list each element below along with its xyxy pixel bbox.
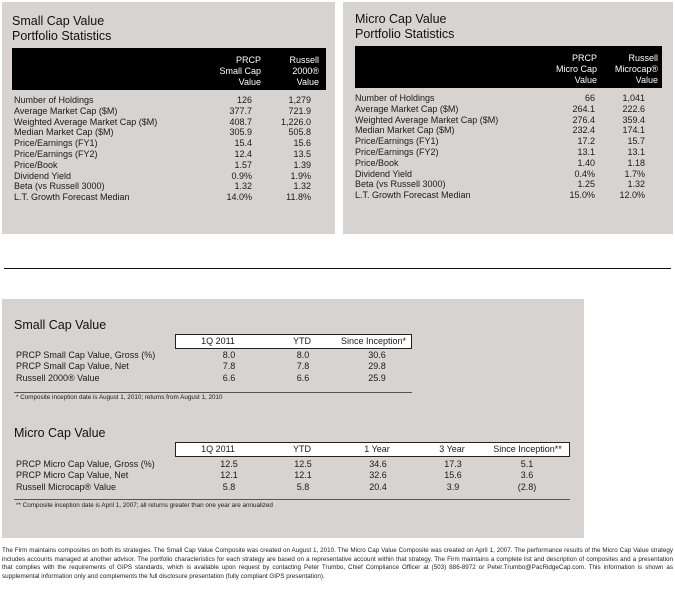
perf-cell: 3.9	[446, 481, 460, 492]
stats-row	[14, 127, 322, 138]
stats-russell-value: 1.32	[293, 181, 311, 192]
stats-prcp-value: 0.4%	[574, 168, 595, 179]
stats-row-label: Dividend Yield	[355, 168, 413, 179]
perf-cell: 32.6	[369, 470, 387, 481]
stats-row	[355, 93, 660, 104]
stats-row-label: Price/Book	[14, 159, 58, 170]
header-russell-line2: Microcap®	[614, 64, 658, 74]
perf-cell: 7.8	[222, 361, 236, 372]
perf-row	[16, 373, 576, 384]
stats-row-label: Price/Book	[355, 157, 399, 168]
stats-row	[14, 117, 322, 128]
small-cap-perf-title: Small Cap Value	[14, 318, 107, 332]
stats-row	[355, 169, 660, 180]
stats-row-label: Average Market Cap ($M)	[14, 105, 118, 116]
stats-russell-value: 359.4	[622, 114, 645, 125]
stats-row	[14, 106, 322, 117]
stats-prcp-value: 408.7	[229, 116, 252, 127]
perf-row-label: Russell 2000® Value	[16, 372, 100, 383]
stats-row-label: Beta (vs Russell 3000)	[14, 181, 105, 192]
stats-row	[355, 104, 660, 115]
stats-row-label: Price/Earnings (FY2)	[14, 149, 98, 159]
perf-cell: 12.5	[220, 459, 238, 469]
stats-prcp-value: 264.1	[572, 103, 595, 114]
col-1-year: 1 Year	[364, 444, 390, 454]
stats-prcp-value: 377.7	[229, 105, 252, 116]
perf-row	[16, 482, 576, 493]
col-1q-2011: 1Q 2011	[201, 444, 235, 454]
perf-cell: 5.8	[222, 481, 236, 492]
stats-prcp-value: 232.4	[572, 125, 595, 136]
stats-russell-value: 13.1	[627, 147, 645, 157]
stats-row	[14, 192, 322, 203]
perf-cell: 8.0	[222, 350, 236, 360]
stats-row-label: Weighted Average Market Cap ($M)	[355, 114, 499, 125]
header-prcp-line1: PRCP	[235, 55, 261, 65]
perf-row	[16, 350, 576, 361]
perf-cell: 25.9	[368, 372, 386, 383]
header-prcp-line1: PRCP	[571, 53, 597, 63]
panel-title: Micro Cap Value	[355, 12, 447, 26]
stats-prcp-value: 1.57	[234, 159, 252, 170]
stats-header-bar	[355, 46, 662, 88]
stats-row-label: Median Market Cap ($M)	[355, 125, 455, 136]
stats-prcp-value: 0.9%	[231, 170, 252, 181]
col-since-inception: Since Inception*	[340, 336, 407, 346]
stats-prcp-value: 1.25	[577, 179, 595, 190]
perf-cell: 12.1	[294, 470, 312, 481]
small-cap-stats-panel	[2, 2, 335, 234]
panel-subtitle: Portfolio Statistics	[12, 29, 112, 43]
stats-row	[355, 136, 660, 147]
perf-cell: 20.4	[369, 481, 387, 492]
stats-russell-value: 721.9	[288, 105, 311, 116]
stats-row-label: L.T. Growth Forecast Median	[355, 190, 471, 201]
stats-russell-value: 1.9%	[290, 170, 311, 181]
stats-prcp-value: 1.40	[577, 157, 595, 168]
stats-row	[14, 160, 322, 171]
stats-russell-value: 505.8	[288, 127, 311, 138]
perf-row-label: PRCP Micro Cap Value, Gross (%)	[16, 459, 155, 469]
perf-row	[16, 459, 576, 470]
stats-russell-value: 1.7%	[624, 168, 645, 179]
stats-russell-value: 1,226.0	[280, 116, 311, 127]
stats-row-label: Number of Holdings	[355, 93, 435, 103]
small-cap-perf-header	[175, 334, 412, 349]
perf-cell: 6.6	[296, 372, 310, 383]
perf-cell: 5.1	[520, 459, 534, 469]
perf-cell: 5.8	[296, 481, 310, 492]
stats-row-label: Price/Earnings (FY1)	[14, 138, 98, 149]
header-prcp-line3: Value	[574, 75, 597, 85]
panel-subtitle: Portfolio Statistics	[355, 27, 455, 41]
disclaimer-text: The Firm maintains composites on both its strategies. The Small Cap Value Composite was created on August 1, 2010. The Micro Cap Value Composite was created on April 1, 2007. The performance results of the Micro Cap Value strategy includes accounts managed at another advisor. The portfolio characteristics for each strategy are based on a representative account within that strategy. The Firm maintains a complete list and description of composites and a presentation that complies with the requirements of GIPS standards, which is available upon request by contacting Peter Trumbo, Chief Compliance Officer at (503) 886-8972 or Peter.Trumbo@PacRidgeCap.com. This information is shown as supplemental information only and complements the full disclosure presentation (fully compliant GIPS presentation).	[2, 547, 673, 580]
micro-cap-perf-header	[175, 442, 570, 457]
stats-row-label: Weighted Average Market Cap ($M)	[14, 116, 158, 127]
stats-russell-value: 222.6	[622, 103, 645, 114]
micro-cap-footnote: ** Composite inception date is April 1, 2007; all returns greater than one year are annualized	[16, 502, 273, 509]
stats-prcp-value: 276.4	[572, 114, 595, 125]
stats-russell-value: 1,041	[622, 93, 645, 103]
stats-row-label: Dividend Yield	[14, 170, 72, 181]
stats-prcp-value: 1.32	[234, 181, 252, 192]
header-russell-line2: 2000®	[292, 66, 319, 76]
perf-row-label: PRCP Micro Cap Value, Net	[16, 470, 129, 481]
stats-row	[14, 138, 322, 149]
perf-cell: (2.8)	[517, 481, 537, 492]
stats-row	[14, 149, 322, 160]
perf-row-label: PRCP Small Cap Value, Gross (%)	[16, 350, 156, 360]
perf-cell: 6.6	[222, 372, 236, 383]
col-ytd: YTD	[293, 336, 311, 346]
perf-cell: 15.6	[444, 470, 462, 481]
perf-cell: 12.5	[294, 459, 312, 469]
stats-russell-value: 1.32	[627, 179, 645, 190]
stats-prcp-value: 14.0%	[226, 192, 252, 203]
stats-prcp-value: 15.4	[234, 138, 252, 149]
header-russell-line1: Russell	[628, 53, 658, 63]
stats-row-label: Number of Holdings	[14, 95, 94, 105]
header-prcp-line3: Value	[238, 77, 261, 87]
stats-russell-value: 1.18	[627, 157, 645, 168]
stats-row	[355, 179, 660, 190]
micro-cap-perf-title: Micro Cap Value	[14, 426, 106, 440]
col-3-year: 3 Year	[439, 444, 465, 454]
stats-row-label: Beta (vs Russell 3000)	[355, 179, 446, 190]
stats-row-label: Median Market Cap ($M)	[14, 127, 114, 138]
stats-prcp-value: 126	[236, 95, 252, 105]
header-prcp-line2: Small Cap	[219, 66, 261, 76]
section-divider	[4, 268, 671, 269]
stats-row	[14, 171, 322, 182]
stats-row	[355, 115, 660, 126]
stats-row	[355, 158, 660, 169]
col-since-inception: Since Inception**	[493, 444, 562, 454]
stats-russell-value: 11.8%	[286, 192, 311, 203]
perf-cell: 17.3	[444, 459, 462, 469]
perf-row	[16, 470, 576, 481]
col-1q-2011: 1Q 2011	[201, 336, 235, 346]
stats-row	[14, 181, 322, 192]
micro-cap-stats-panel	[343, 2, 673, 234]
header-russell-line1: Russell	[289, 55, 319, 65]
stats-prcp-value: 305.9	[229, 127, 252, 138]
stats-russell-value: 1,279	[288, 95, 311, 105]
stats-row-label: L.T. Growth Forecast Median	[14, 192, 130, 203]
stats-row-label: Average Market Cap ($M)	[355, 103, 459, 114]
perf-cell: 30.6	[368, 350, 386, 360]
stats-prcp-value: 15.0%	[569, 190, 595, 201]
perf-row	[16, 361, 576, 372]
col-ytd: YTD	[293, 444, 311, 454]
stats-russell-value: 15.7	[627, 136, 645, 147]
stats-russell-value: 1.39	[293, 159, 311, 170]
stats-prcp-value: 12.4	[234, 149, 252, 159]
perf-cell: 12.1	[220, 470, 238, 481]
stats-header-bar	[12, 48, 326, 90]
stats-russell-value: 13.5	[293, 149, 311, 159]
perf-cell: 34.6	[369, 459, 387, 469]
stats-russell-value: 174.1	[622, 125, 645, 136]
panel-title: Small Cap Value	[12, 14, 105, 28]
stats-prcp-value: 17.2	[577, 136, 595, 147]
stats-row	[355, 125, 660, 136]
header-russell-line3: Value	[635, 75, 658, 85]
perf-cell: 3.6	[520, 470, 534, 481]
stats-row	[14, 95, 322, 106]
stats-russell-value: 15.6	[293, 138, 311, 149]
perf-row-label: Russell Microcap® Value	[16, 481, 117, 492]
stats-russell-value: 12.0%	[619, 190, 645, 201]
stats-row-label: Price/Earnings (FY1)	[355, 136, 439, 147]
stats-row	[355, 147, 660, 158]
small-cap-footnote: * Composite inception date is August 1, 2010; returns from August 1, 2010	[16, 394, 223, 401]
header-prcp-line2: Micro Cap	[555, 64, 597, 74]
perf-cell: 8.0	[296, 350, 310, 360]
stats-row	[355, 190, 660, 201]
footnote-rule	[14, 392, 412, 393]
perf-cell: 7.8	[296, 361, 310, 372]
footnote-rule	[14, 499, 570, 500]
header-russell-line3: Value	[296, 77, 319, 87]
perf-row-label: PRCP Small Cap Value, Net	[16, 361, 129, 372]
performance-panel	[2, 299, 584, 538]
stats-prcp-value: 13.1	[577, 147, 595, 157]
stats-row-label: Price/Earnings (FY2)	[355, 147, 439, 157]
stats-prcp-value: 66	[584, 93, 595, 103]
perf-cell: 29.8	[368, 361, 386, 372]
